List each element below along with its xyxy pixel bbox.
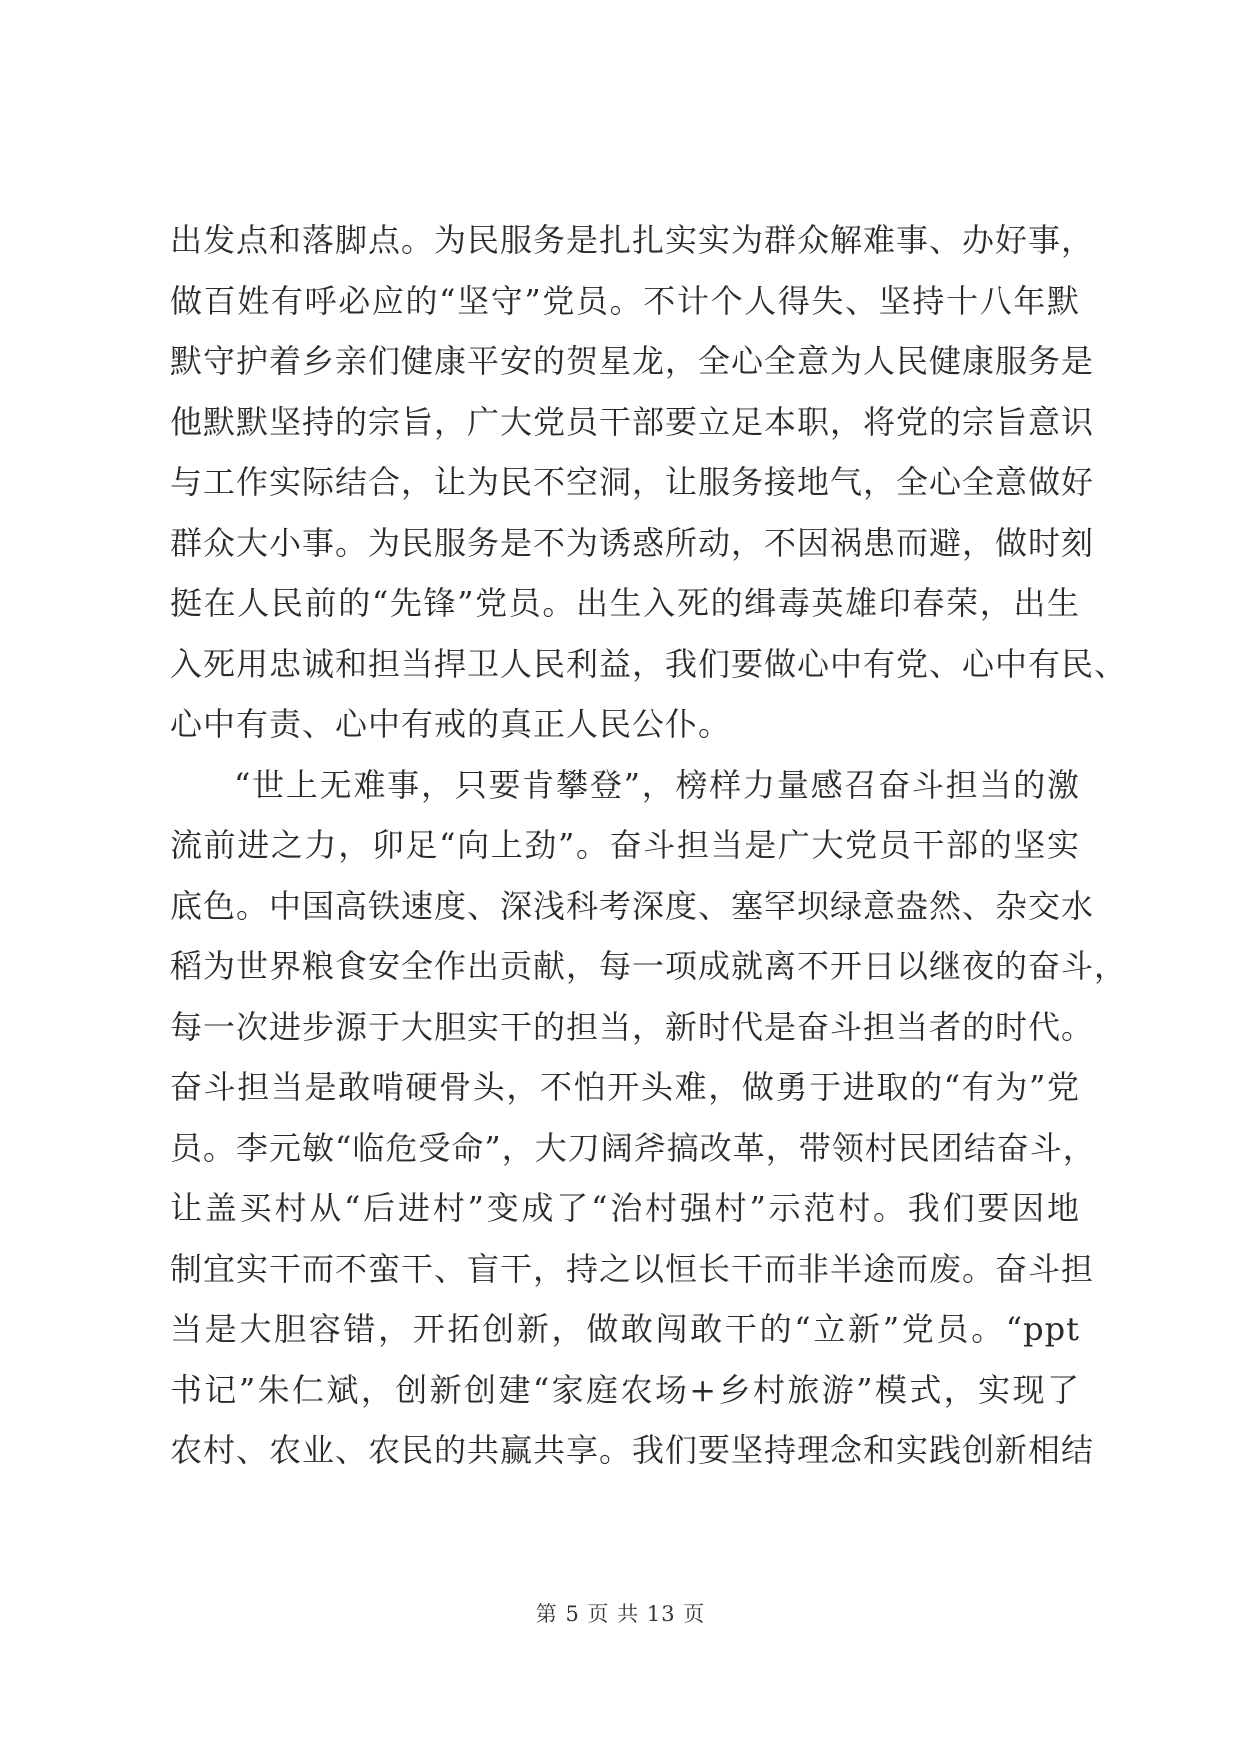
- text-line: 默守护着乡亲们健康平安的贺星龙，全心全意为人民健康服务是: [170, 342, 1095, 380]
- text-line: 底色。中国高铁速度、深浅科考深度、塞罕坝绿意盎然、杂交水: [170, 886, 1095, 925]
- text-line: 入死用忠诚和担当捍卫人民利益，我们要做心中有党、心中有民、: [170, 644, 1128, 683]
- text-line: 他默默坚持的宗旨，广大党员干部要立足本职，将党的宗旨意识: [170, 402, 1095, 441]
- page-number-footer: 第 5 页 共 13 页: [535, 1602, 706, 1626]
- text-line: 奋斗担当是敢啃硬骨头，不怕开头难，做勇于进取的“有为”党: [170, 1068, 1080, 1106]
- text-line: 出发点和落脚点。为民服务是扎扎实实为群众解难事、办好事，: [170, 221, 1095, 259]
- text-line: 当是大胆容错，开拓创新，做敢闯敢干的“立新”党员。“ppt: [170, 1310, 1080, 1348]
- text-line: 群众大小事。为民服务是不为诱惑所动，不因祸患而避，做时刻: [170, 523, 1095, 562]
- text-line: 做百姓有呼必应的“坚守”党员。不计个人得失、坚持十八年默: [170, 281, 1080, 320]
- text-line: 制宜实干而不蛮干、盲干，持之以恒长干而非半途而废。奋斗担: [170, 1249, 1095, 1288]
- text-line: 挺在人民前的“先锋”党员。出生入死的缉毒英雄印春荣，出生: [170, 584, 1080, 622]
- text-line: 书记”朱仁斌，创新创建“家庭农场+乡村旅游”模式，实现了: [170, 1370, 1080, 1409]
- text-line: 员。李元敏“临危受命”，大刀阔斧搞改革，带领村民团结奋斗，: [170, 1128, 1096, 1167]
- paragraph-start-line: “世上无难事，只要肯攀登”，榜样力量感召奋斗担当的激: [234, 765, 1080, 804]
- body-text: [170, 210, 1128, 1481]
- text-line: 每一次进步源于大胆实干的担当，新时代是奋斗担当者的时代。: [170, 1007, 1095, 1046]
- text-line: 让盖买村从“后进村”变成了“治村强村”示范村。我们要因地: [170, 1189, 1080, 1227]
- text-line: 心中有责、心中有戒的真正人民公仆。: [170, 705, 732, 743]
- text-line: 流前进之力，卯足“向上劲”。奋斗担当是广大党员干部的坚实: [170, 826, 1080, 864]
- text-line: 与工作实际结合，让为民不空洞，让服务接地气，全心全意做好: [170, 463, 1095, 501]
- text-line: 稻为世界粮食安全作出贡献，每一项成就离不开日以继夜的奋斗，: [170, 947, 1128, 985]
- text-line: 农村、农业、农民的共赢共享。我们要坚持理念和实践创新相结: [170, 1431, 1095, 1469]
